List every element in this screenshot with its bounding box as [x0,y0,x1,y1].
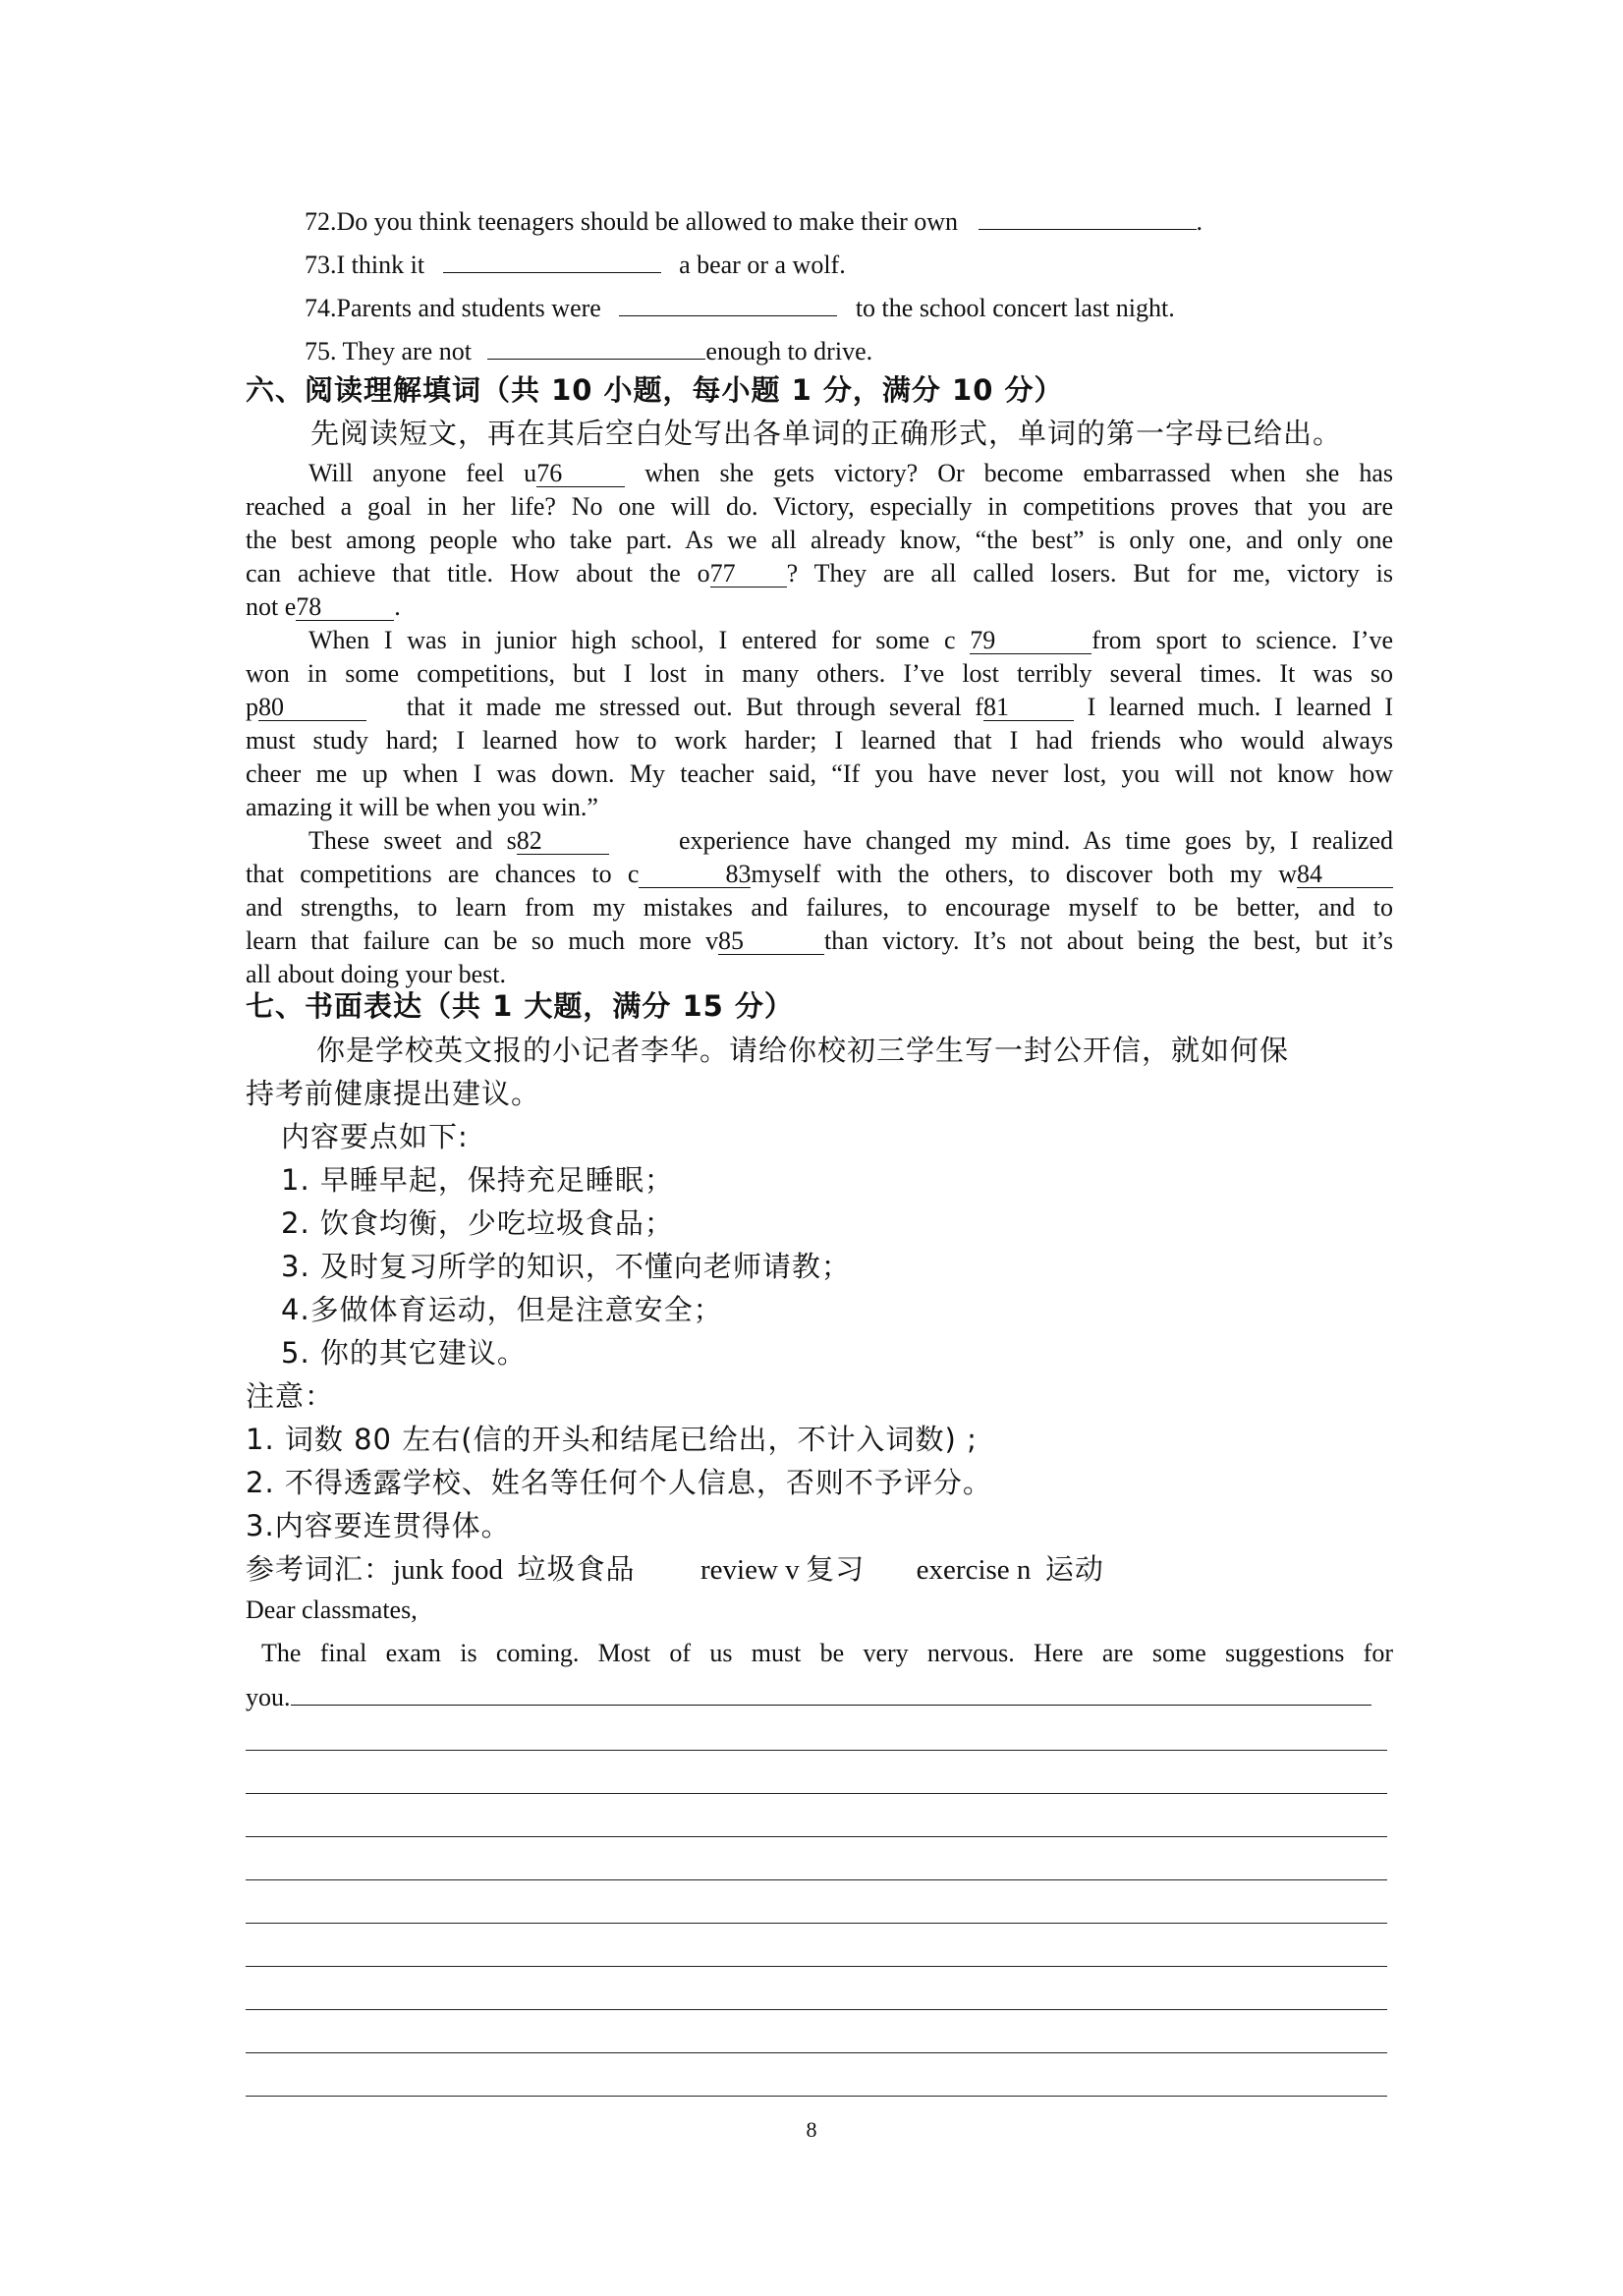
letter-opening: you. [246,1681,1371,1713]
blank-76[interactable]: 76 [536,461,625,487]
point-item: 3. 及时复习所学的知识，不懂向老师请教； [281,1250,851,1283]
writing-line[interactable] [246,1966,1387,1967]
writing-line[interactable] [246,1793,1387,1794]
notes-title: 注意： [246,1379,335,1413]
passage-line: and strengths, to learn from my mistakes and failures, to encourage myself to be better, and to [246,893,1393,922]
answer-blank[interactable] [979,205,1197,230]
passage-line: not e78 . [246,592,401,621]
passage-line: must study hard; I learned how to work harder; I learned that I had friends who would always [246,726,1393,755]
writing-line[interactable] [246,2009,1387,2010]
blank-78[interactable]: 78 [296,594,394,621]
point-item: 4.多做体育运动，但是注意安全； [281,1293,723,1326]
passage-line: cheer me up when I was down. My teacher said, “If you have never lost, you will not know how [246,759,1393,788]
blank-83[interactable]: 83 [639,862,751,888]
section-6-instruction: 先阅读短文，再在其后空白处写出各单词的正确形式，单词的第一字母已给出。 [310,417,1343,450]
writing-line[interactable] [246,1879,1387,1880]
passage-line: These sweet and s82 experience have changed my mind. As time goes by, I realized [308,826,1394,855]
section-7-heading: 七、书面表达（共 1 大题，满分 15 分） [246,989,794,1023]
blank-82[interactable]: 82 [517,828,609,855]
answer-blank[interactable] [443,249,661,273]
blank-84[interactable]: 84 [1297,862,1393,888]
passage-line: learn that failure can be so much more v85 than victory. It’s not about being the best, but it’s [246,926,1394,955]
blank-85[interactable]: 85 [718,928,824,955]
page-number: 8 [806,2117,817,2142]
writing-line[interactable] [246,1750,1387,1751]
blank-79[interactable]: 79 [970,628,1091,654]
question-72: 72.Do you think teenagers should be allowed to make their own . [305,207,1203,236]
passage-line: When I was in junior high school, I entered for some c 79 from sport to science. I’ve [308,626,1394,654]
point-item: 1. 早睡早起，保持充足睡眠； [281,1163,674,1197]
point-item: 2. 饮食均衡，少吃垃圾食品； [281,1206,674,1240]
passage-line: that competitions are chances to c 83myself with the others, to discover both my w84 [246,859,1393,890]
answer-blank[interactable] [487,335,705,360]
vocabulary: 参考词汇：junk food 垃圾食品 review v 复习 exercise n 运动 [246,1552,1104,1586]
blank-80[interactable]: 80 [258,695,366,721]
writing-prompt: 你是学校英文报的小记者李华。请给你校初三学生写一封公开信，就如何保 [316,1034,1290,1067]
question-75: 75. They are not enough to drive. [305,337,873,365]
note-item: 1. 词数 80 左右(信的开头和结尾已给出，不计入词数) ; [246,1423,978,1456]
writing-line[interactable] [246,2052,1387,2053]
points-title: 内容要点如下: [281,1120,469,1153]
passage-line: p80 that it made me stressed out. But through several f81 I learned much. I learned I [246,693,1394,721]
question-74: 74.Parents and students were to the school concert last night. [305,294,1175,322]
note-item: 3.内容要连贯得体。 [246,1509,511,1542]
writing-prompt: 持考前健康提出建议。 [246,1077,541,1110]
writing-line[interactable] [246,1923,1387,1924]
writing-line[interactable] [291,1681,1371,1706]
passage-line: reached a goal in her life? No one will do. Victory, especially in competitions proves that you are [246,492,1393,521]
passage-line: amazing it will be when you win.” [246,793,598,821]
note-item: 2. 不得透露学校、姓名等任何个人信息，否则不予评分。 [246,1466,992,1499]
section-6-heading: 六、阅读理解填词（共 10 小题，每小题 1 分，满分 10 分） [246,373,1064,407]
passage-line: can achieve that title. How about the o77 ? They are all called losers. But for me, victory is [246,559,1393,588]
passage-line: Will anyone feel u76 when she gets victory? Or become embarrassed when she has [308,459,1394,487]
writing-line[interactable] [246,1836,1387,1837]
passage-line: all about doing your best. [246,960,507,988]
passage-line: won in some competitions, but I lost in many others. I’ve lost terribly several times. It was so [246,659,1393,688]
letter-greeting: Dear classmates, [246,1596,418,1624]
letter-opening: The final exam is coming. Most of us must be very nervous. Here are some suggestions for [261,1639,1393,1667]
blank-81[interactable]: 81 [983,695,1074,721]
point-item: 5. 你的其它建议。 [281,1336,527,1370]
question-73: 73.I think it a bear or a wolf. [305,251,846,279]
blank-77[interactable]: 77 [710,561,787,588]
passage-line: the best among people who take part. As we all already know, “the best” is only one, and only one [246,526,1393,554]
writing-line[interactable] [246,2096,1387,2097]
answer-blank[interactable] [619,292,837,316]
